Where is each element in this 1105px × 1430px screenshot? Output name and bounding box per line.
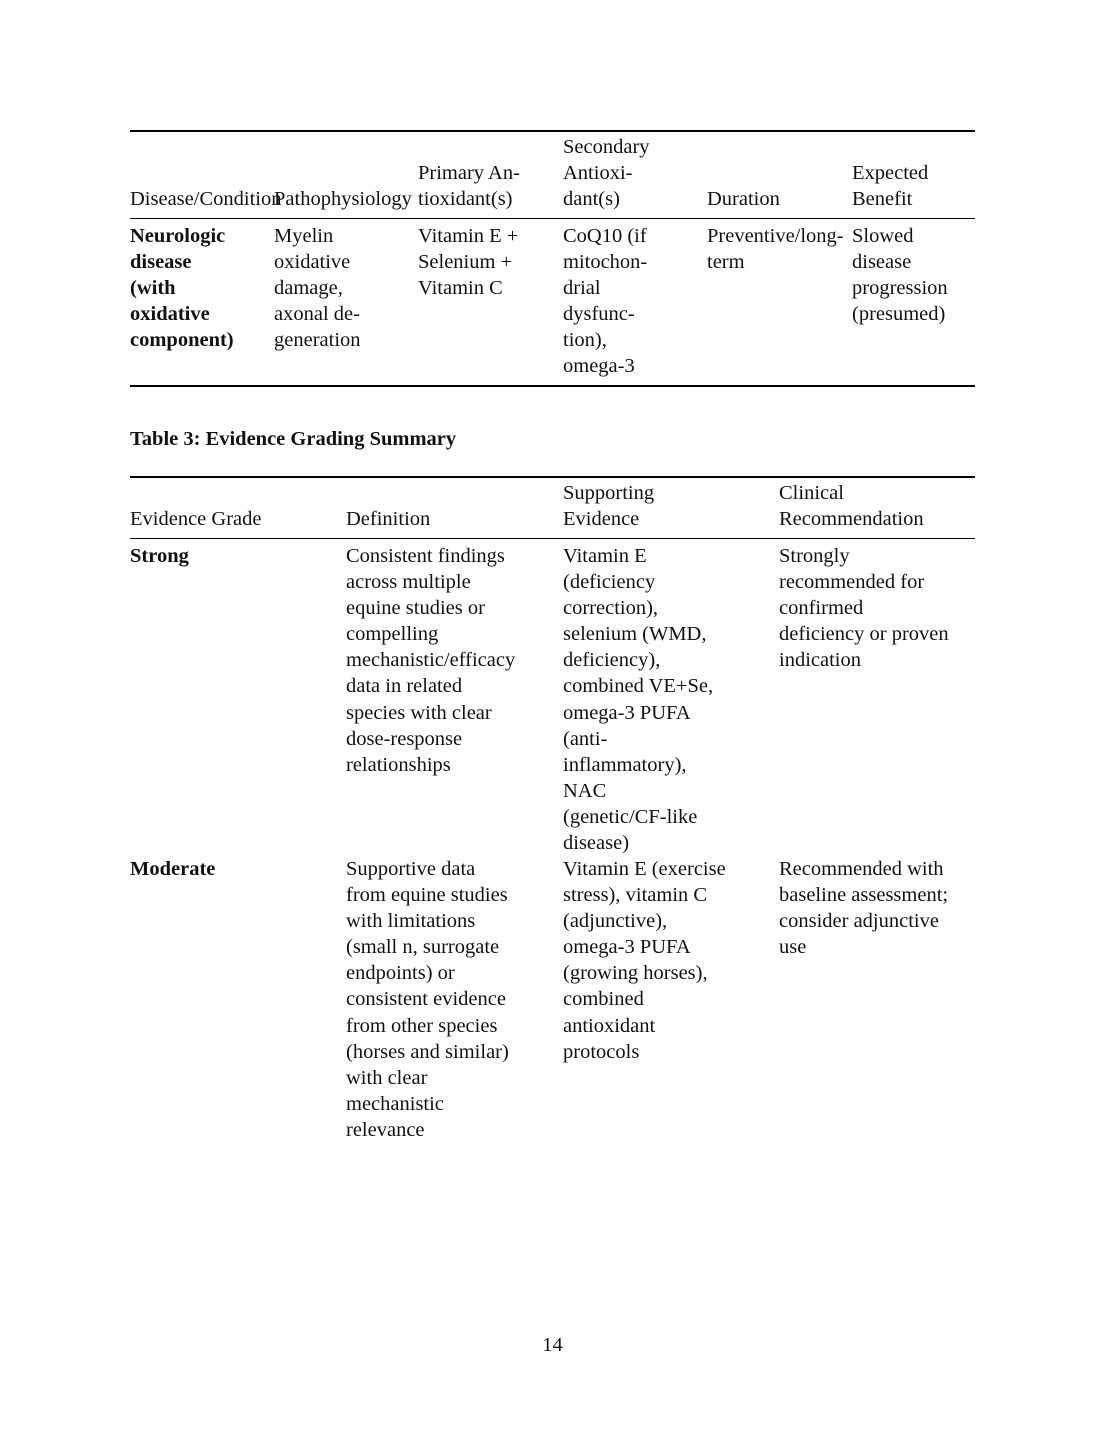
t3-row-moderate-recommendation bbox=[779, 856, 948, 960]
cell-line: Antioxi- bbox=[563, 162, 633, 185]
table2-header-rule bbox=[130, 218, 975, 219]
cell-line: (deficiency bbox=[563, 571, 656, 594]
cell-line: from equine studies bbox=[346, 884, 508, 907]
cell-line: omega-3 PUFA bbox=[563, 936, 691, 959]
t3-header-definition bbox=[346, 506, 430, 532]
t3-row-moderate-grade bbox=[130, 856, 215, 882]
t3-row-strong-grade bbox=[130, 543, 189, 569]
t2-header-condition bbox=[130, 186, 281, 212]
cell-line: mechanistic bbox=[346, 1092, 444, 1115]
cell-line: (genetic/CF-like bbox=[563, 805, 698, 828]
cell-line: Myelin bbox=[274, 225, 334, 247]
cell-line: with clear bbox=[346, 1066, 428, 1089]
t2-row-secondary bbox=[563, 223, 647, 380]
cell-line: selenium (WMD, bbox=[563, 623, 707, 646]
cell-line: Strong bbox=[130, 545, 189, 567]
cell-line: equine studies or bbox=[346, 597, 485, 620]
cell-line: Duration bbox=[707, 188, 780, 210]
cell-line: (growing horses), bbox=[563, 962, 708, 985]
cell-line: (anti- bbox=[563, 727, 608, 750]
cell-line: disease bbox=[852, 251, 912, 274]
cell-line: axonal de- bbox=[274, 303, 360, 326]
cell-line: (with bbox=[130, 277, 176, 300]
cell-line: drial bbox=[563, 277, 601, 300]
cell-line: Benefit bbox=[852, 188, 913, 211]
t3-header-grade bbox=[130, 506, 261, 532]
cell-line: Evidence bbox=[563, 508, 640, 531]
cell-line: (presumed) bbox=[852, 303, 946, 326]
cell-line: oxidative bbox=[130, 303, 210, 326]
cell-line: Selenium + bbox=[418, 251, 513, 274]
cell-line: Slowed bbox=[852, 225, 914, 247]
cell-line: Disease/Condition bbox=[130, 188, 282, 210]
cell-line: relevance bbox=[346, 1118, 425, 1141]
cell-line: Secondary bbox=[563, 136, 650, 158]
t3-header-clinical-recommendation bbox=[779, 480, 924, 532]
cell-line: Neurologic bbox=[130, 225, 226, 247]
cell-line: endpoints) or bbox=[346, 962, 455, 985]
cell-line: baseline assessment; bbox=[779, 884, 949, 907]
t3-row-moderate-evidence bbox=[563, 856, 726, 1065]
cell-line: with limitations bbox=[346, 910, 476, 933]
t2-header-expected-benefit bbox=[852, 160, 928, 212]
cell-line: correction), bbox=[563, 597, 659, 620]
t3-row-strong-definition bbox=[346, 543, 515, 778]
cell-line: dant(s) bbox=[563, 188, 620, 211]
cell-line: dose-response bbox=[346, 727, 463, 750]
cell-line: protocols bbox=[563, 1040, 640, 1063]
cell-line: species with clear bbox=[346, 701, 492, 724]
cell-line: disease bbox=[130, 251, 192, 274]
cell-line: inflammatory), bbox=[563, 753, 687, 776]
table3-header-rule bbox=[130, 538, 975, 539]
cell-line: across multiple bbox=[346, 571, 471, 594]
cell-line: Vitamin C bbox=[418, 277, 503, 300]
cell-line: CoQ10 (if bbox=[563, 225, 647, 247]
t2-row-pathophysiology bbox=[274, 223, 361, 353]
cell-line: Vitamin E + bbox=[418, 225, 519, 247]
cell-line: Preventive/long- bbox=[707, 225, 844, 247]
cell-line: Supporting bbox=[563, 482, 655, 504]
cell-line: progression bbox=[852, 277, 948, 300]
cell-line: damage, bbox=[274, 277, 343, 300]
cell-line: indication bbox=[779, 649, 861, 672]
t3-row-strong-evidence bbox=[563, 543, 713, 856]
table2-top-rule bbox=[130, 130, 975, 132]
cell-line: disease) bbox=[563, 832, 630, 855]
cell-line: component) bbox=[130, 329, 234, 352]
cell-line: (horses and similar) bbox=[346, 1040, 509, 1063]
cell-line: omega-3 bbox=[563, 355, 635, 378]
cell-line: Clinical bbox=[779, 482, 844, 504]
t3-header-supporting-evidence bbox=[563, 480, 654, 532]
cell-line: Vitamin E (exercise bbox=[563, 858, 726, 880]
table2-bottom-rule bbox=[130, 385, 975, 387]
cell-line: Vitamin E bbox=[563, 545, 647, 567]
cell-line: combined VE+Se, bbox=[563, 675, 714, 698]
table3-top-rule bbox=[130, 476, 975, 478]
cell-line: deficiency or proven bbox=[779, 623, 949, 646]
cell-line: antioxidant bbox=[563, 1014, 656, 1037]
cell-line: Moderate bbox=[130, 858, 216, 880]
cell-line: compelling bbox=[346, 623, 439, 646]
t2-row-benefit bbox=[852, 223, 948, 327]
cell-line: term bbox=[707, 251, 745, 274]
cell-line: omega-3 PUFA bbox=[563, 701, 691, 724]
cell-line: dysfunc- bbox=[563, 303, 635, 326]
cell-line: Strongly bbox=[779, 545, 850, 567]
cell-line: recommended for bbox=[779, 571, 925, 594]
t3-row-strong-recommendation bbox=[779, 543, 949, 673]
cell-line: generation bbox=[274, 329, 361, 352]
cell-line: relationships bbox=[346, 753, 451, 776]
cell-line: Recommendation bbox=[779, 508, 924, 531]
cell-line: NAC bbox=[563, 779, 607, 802]
t2-row-condition bbox=[130, 223, 234, 353]
cell-line: combined bbox=[563, 988, 644, 1011]
t2-header-primary-antioxidants bbox=[418, 160, 520, 212]
cell-line: (small n, surrogate bbox=[346, 936, 500, 959]
cell-line: Consistent findings bbox=[346, 545, 505, 567]
cell-line: oxidative bbox=[274, 251, 351, 274]
t2-row-primary bbox=[418, 223, 518, 301]
cell-line: from other species bbox=[346, 1014, 498, 1037]
cell-line: stress), vitamin C bbox=[563, 884, 708, 907]
cell-line: tioxidant(s) bbox=[418, 188, 513, 211]
cell-line: Recommended with bbox=[779, 858, 944, 880]
table3-caption: Table 3: Evidence Grading Summary bbox=[130, 428, 457, 450]
page-number: 14 bbox=[542, 1334, 563, 1356]
cell-line: confirmed bbox=[779, 597, 864, 620]
cell-line: mitochon- bbox=[563, 251, 648, 274]
cell-line: Definition bbox=[346, 508, 431, 530]
t2-header-secondary-antioxidants bbox=[563, 134, 650, 212]
cell-line: Expected bbox=[852, 162, 929, 184]
cell-line: Evidence Grade bbox=[130, 508, 262, 530]
t2-header-duration bbox=[707, 186, 780, 212]
t3-row-moderate-definition bbox=[346, 856, 509, 1143]
cell-line: deficiency), bbox=[563, 649, 661, 672]
cell-line: Pathophysiology bbox=[274, 188, 412, 210]
t2-row-duration bbox=[707, 223, 844, 275]
cell-line: (adjunctive), bbox=[563, 910, 668, 933]
cell-line: tion), bbox=[563, 329, 607, 352]
cell-line: mechanistic/efficacy bbox=[346, 649, 516, 672]
cell-line: Primary An- bbox=[418, 162, 520, 184]
cell-line: Supportive data bbox=[346, 858, 476, 880]
cell-line: consistent evidence bbox=[346, 988, 506, 1011]
cell-line: use bbox=[779, 936, 807, 959]
t2-header-pathophysiology bbox=[274, 186, 412, 212]
cell-line: consider adjunctive bbox=[779, 910, 939, 933]
cell-line: data in related bbox=[346, 675, 463, 698]
